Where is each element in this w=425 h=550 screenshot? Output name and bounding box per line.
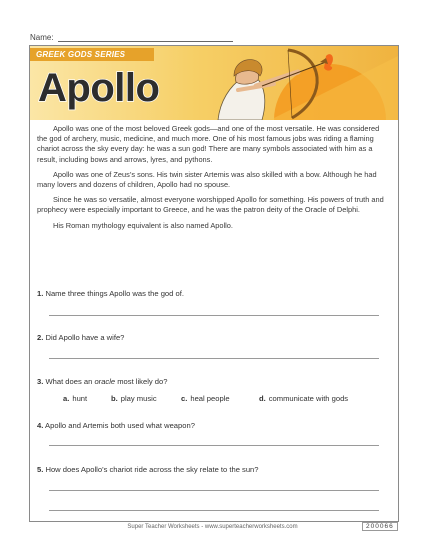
option-letter: d. <box>259 394 266 403</box>
answer-line-4[interactable] <box>49 445 379 446</box>
question-text: How does Apollo’s chariot ride across the sky relate to the sun? <box>45 465 259 474</box>
question-number: 2. <box>37 333 44 342</box>
question-text-emphasis: oracle <box>94 377 116 386</box>
passage-paragraph: His Roman mythology equivalent is also named Apollo. <box>53 220 233 230</box>
name-line[interactable] <box>58 32 233 42</box>
option-text: hunt <box>72 394 88 403</box>
passage-paragraph: Since he was so versatile, almost everyone worshipped Apollo for something. His powers of truth and prophecy were especially important to Greece, and he was the patron deity of the Oracle of Delphi. <box>37 195 384 215</box>
option-letter: c. <box>181 394 188 403</box>
worksheet-frame <box>29 45 399 522</box>
option-a[interactable] <box>63 394 87 403</box>
answer-line-5b[interactable] <box>49 510 379 511</box>
option-letter: b. <box>111 394 118 403</box>
option-b[interactable] <box>111 394 157 403</box>
question-5 <box>37 465 259 474</box>
question-2 <box>37 333 124 342</box>
option-letter: a. <box>63 394 70 403</box>
question-text: Name three things Apollo was the god of. <box>45 289 184 298</box>
passage-paragraph: Apollo was one of Zeus’s sons. His twin sister Artemis was also skilled with a bow. Although he had many lovers and dozens of children, Apollo had no spouse. <box>37 169 377 190</box>
question-number: 4. <box>37 421 44 430</box>
reading-passage <box>37 124 387 236</box>
option-text: play music <box>120 394 157 403</box>
page-title: Apollo <box>38 66 160 110</box>
answer-line-1[interactable] <box>49 315 379 316</box>
passage-paragraph: Apollo was one of the most beloved Greek gods—and one of the most versatile. He was considered the god of archery, music, medicine, and much more. One of his most famous jobs was riding a flaming chariot across the sky every day: he was a sun god! There are many symbols associated with him as a result, including bows and arrows, lyres, and pythons. <box>37 124 380 164</box>
option-text: communicate with gods <box>268 394 349 403</box>
question-1 <box>37 289 184 298</box>
question-3 <box>37 377 167 386</box>
question-4 <box>37 421 195 430</box>
question-number: 3. <box>37 377 44 386</box>
name-label: Name: <box>30 33 54 42</box>
question-text: Did Apollo have a wife? <box>45 333 125 342</box>
worksheet-code: 200066 <box>362 522 398 531</box>
name-field <box>30 32 233 42</box>
question-text: Apollo and Artemis both used what weapon? <box>45 421 195 430</box>
question-number: 5. <box>37 465 44 474</box>
title-banner <box>30 46 398 120</box>
question-number: 1. <box>37 289 44 298</box>
option-c[interactable] <box>181 394 230 403</box>
series-tag: GREEK GODS SERIES <box>30 48 154 61</box>
question-text-after: most likely do? <box>115 377 168 386</box>
answer-line-2[interactable] <box>49 358 379 359</box>
question-text-before: What does an <box>45 377 95 386</box>
option-text: heal people <box>190 394 230 403</box>
footer-credit: Super Teacher Worksheets - www.superteacherworksheets.com <box>127 524 298 530</box>
answer-line-5a[interactable] <box>49 490 379 491</box>
option-d[interactable] <box>259 394 348 403</box>
